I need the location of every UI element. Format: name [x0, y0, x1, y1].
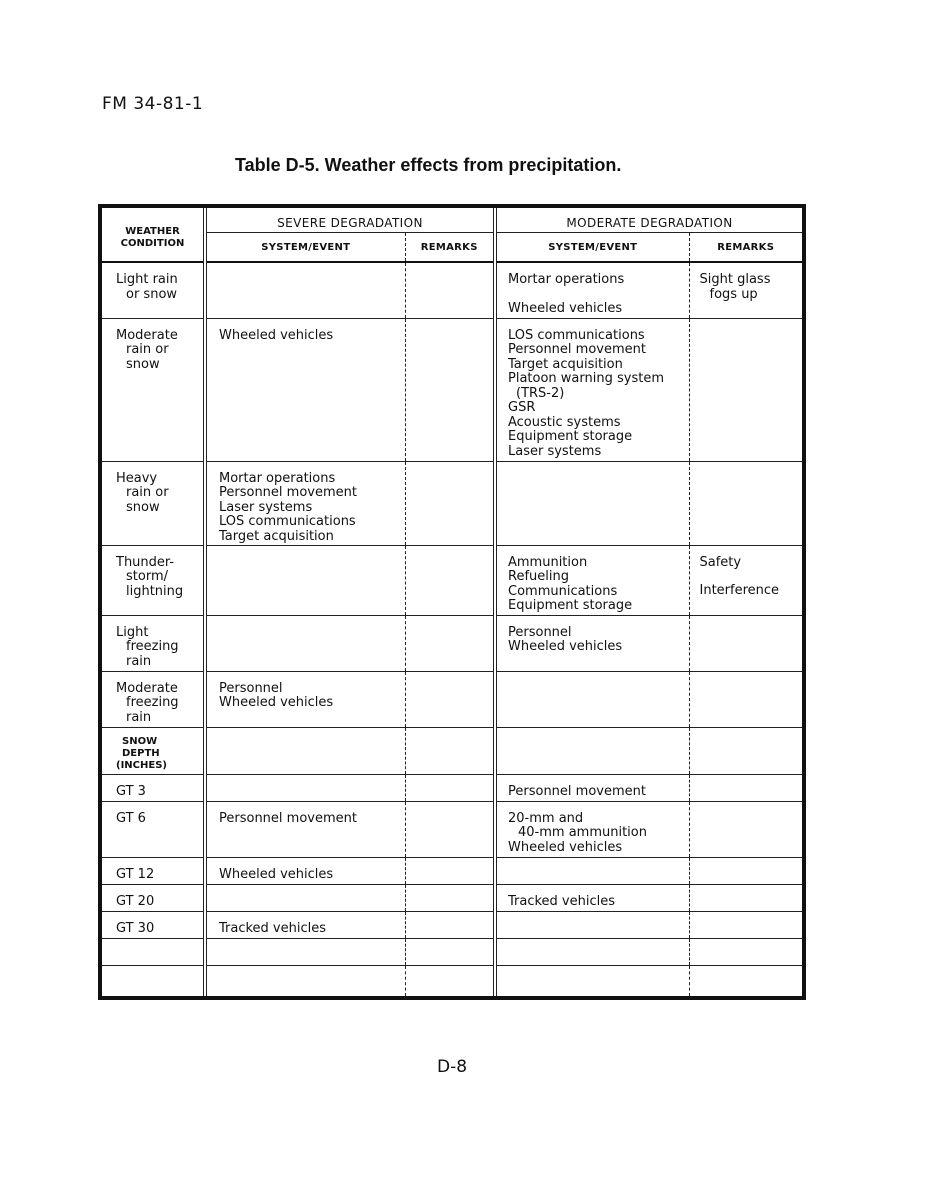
precipitation-effects-table [98, 204, 806, 1000]
table-row: Heavy rain or snow Mortar operations Personnel movement Laser systems LOS communications Target acquisition [102, 461, 802, 545]
snow-depth-header: SNOW DEPTH (INCHES) [102, 727, 205, 774]
table-row [102, 938, 802, 965]
table-row [102, 965, 802, 996]
table-row: Light freezing rain Personnel Wheeled vehicles [102, 615, 802, 671]
table-row: Moderate rain or snow Wheeled vehicles LOS communications Personnel movement Target acquisition Platoon warning system (TRS-2) GSR Acoustic systems Equipment storage Laser systems [102, 318, 802, 461]
weather-condition-header: WEATHER CONDITION [102, 208, 205, 262]
moderate-degradation-header: MODERATE DEGRADATION [495, 208, 802, 232]
table-row: GT 20 Tracked vehicles [102, 884, 802, 911]
moderate-system-header: SYSTEM/EVENT [495, 232, 689, 262]
table-title: Table D-5. Weather effects from precipitation. [235, 155, 622, 175]
table-row: Thunder- storm/ lightning Ammunition Refueling Communications Equipment storage Safety Interference [102, 545, 802, 615]
table-row: GT 3 Personnel movement [102, 774, 802, 801]
table-row: GT 6 Personnel movement 20-mm and 40-mm ammunition Wheeled vehicles [102, 801, 802, 857]
severe-degradation-header: SEVERE DEGRADATION [205, 208, 495, 232]
table-row: GT 30 Tracked vehicles [102, 911, 802, 938]
page-number: D-8 [437, 1057, 468, 1077]
table-row: Light rain or snow Mortar operations Wheeled vehicles Sight glass fogs up [102, 262, 802, 318]
document-id: FM 34-81-1 [102, 94, 204, 114]
table-row [102, 727, 802, 774]
moderate-remarks-header: REMARKS [689, 232, 802, 262]
severe-system-header: SYSTEM/EVENT [205, 232, 405, 262]
table-row: Moderate freezing rain Personnel Wheeled vehicles [102, 671, 802, 727]
table-row: GT 12 Wheeled vehicles [102, 857, 802, 884]
severe-remarks-header: REMARKS [405, 232, 495, 262]
